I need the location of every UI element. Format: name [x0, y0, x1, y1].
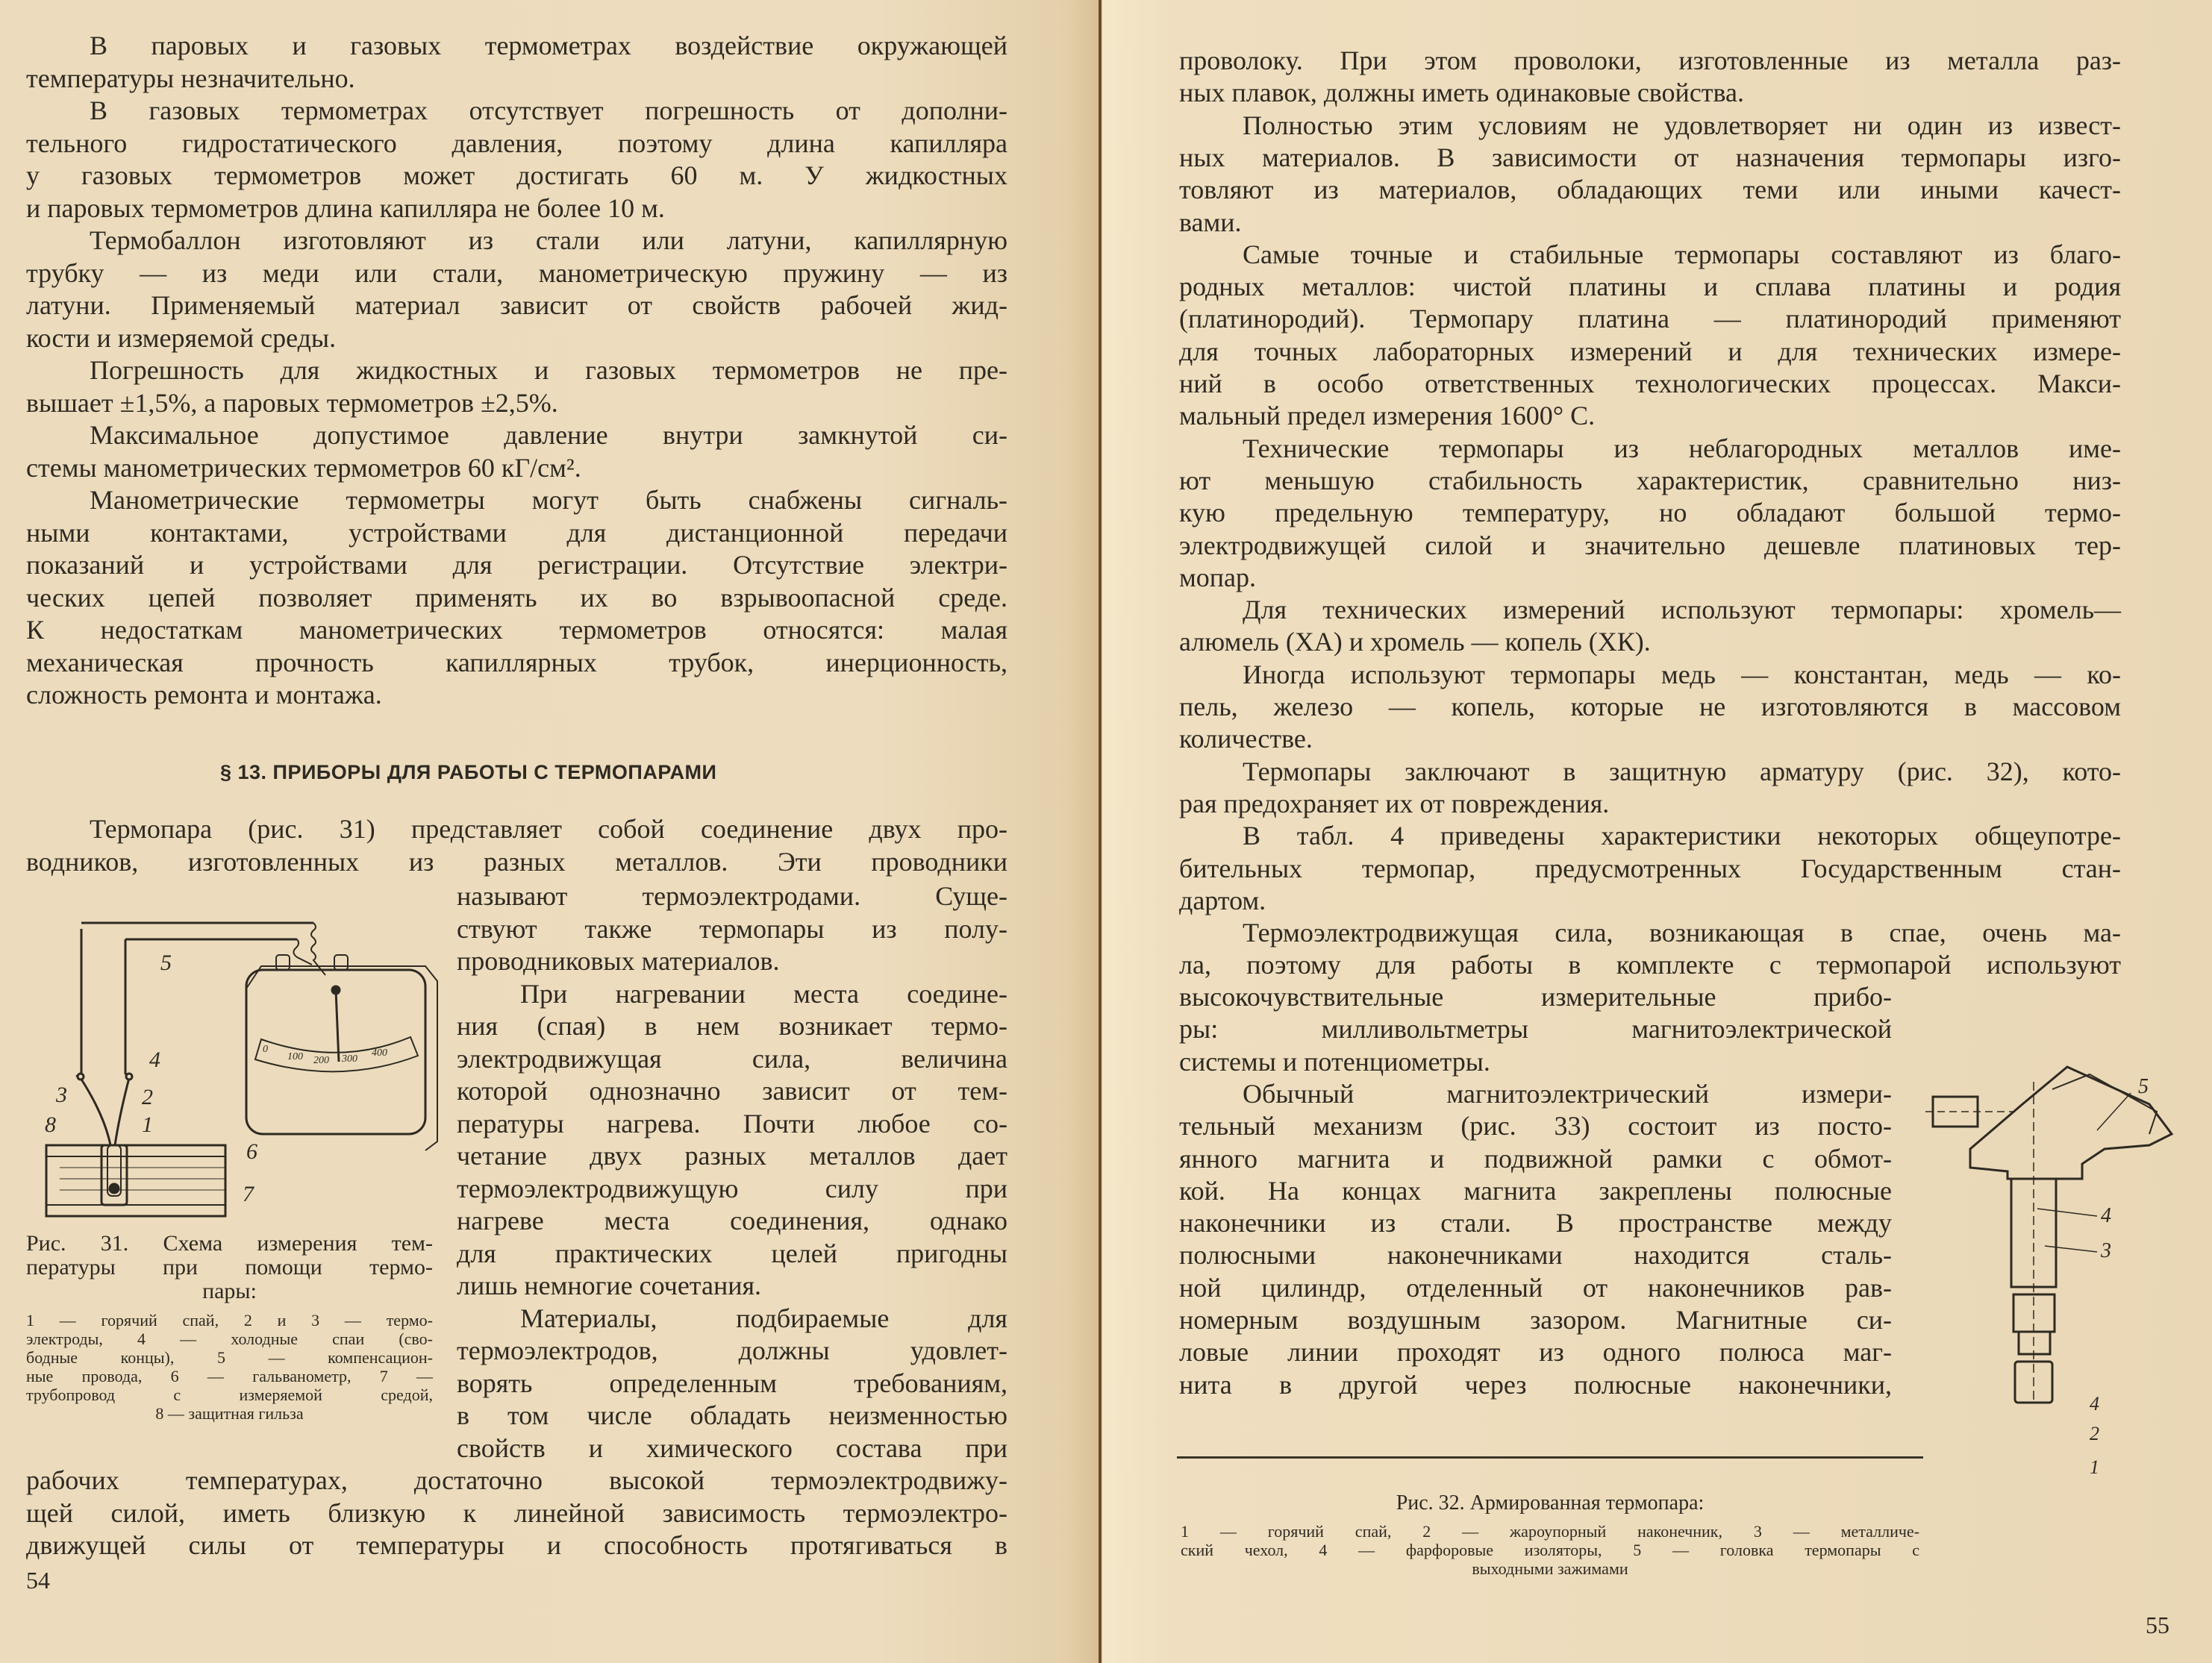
text-line: показаний и устройствами для регистрации. Отсутствие электри- [26, 550, 1007, 580]
text-line: кой. На концах магнита закреплены полюсные [1179, 1175, 1892, 1206]
text-line: ных плавок, должны иметь одинаковые свойства. [1179, 78, 1745, 108]
text-line: количестве. [1179, 724, 1313, 754]
book-spine [1099, 0, 1102, 1663]
figure-32-legend-line: 1 — горячий спай, 2 — жароупорный наконечник, 3 — металличе- [1181, 1522, 1919, 1541]
text-line: и паровых термометров длина капилляра не более 10 м. [26, 192, 665, 223]
fig32-label-3: 3 [2101, 1239, 2111, 1262]
fig31-label-3: 3 [56, 1083, 67, 1107]
figure-31-legend-line: 8 — защитная гильза [155, 1404, 304, 1423]
text-line: проводниковых материалов. [457, 946, 780, 976]
text-line: в том числе обладать неизменностью [457, 1400, 1007, 1430]
text-line: К недостаткам манометрических термометров относятся: малая [26, 615, 1007, 645]
text-line: для точных лабораторных измерений и для технических измере- [1179, 336, 2121, 366]
thermoelectrode-3 [81, 1078, 110, 1145]
figure-31-caption-title-line: пературы при помощи термо- [26, 1255, 433, 1280]
scale-tick-100: 100 [287, 1051, 303, 1062]
galvanometer-needle [336, 990, 339, 1062]
text-line: наконечники из стали. В пространстве между [1179, 1208, 1892, 1238]
text-line: лишь немногие сочетания. [457, 1271, 762, 1300]
text-line: ния (спая) в нем возникает термо- [457, 1011, 1007, 1041]
text-line: щей силой, иметь близкую к линейной зависимость термоэлектро- [26, 1497, 1007, 1528]
text-line: электродвижущей силой и значительно дешевле платиновых тер- [1179, 530, 2121, 560]
text-line: Материалы, подбираемые для [520, 1303, 1007, 1333]
figure-32-caption-title: Рис. 32. Армированная термопара: [1396, 1491, 1705, 1515]
caption-separator-rule [1177, 1456, 1923, 1459]
scale-tick-400: 400 [372, 1047, 387, 1059]
text-line: товляют из материалов, обладающих теми или иными качест- [1179, 175, 2121, 205]
text-line: ными контактами, устройствами для дистанционной передачи [26, 517, 1007, 548]
page-number-right: 55 [2146, 1612, 2169, 1638]
text-line: нагреве места соединения, однако [457, 1206, 1007, 1235]
text-line: рая предохраняет их от повреждения. [1179, 788, 1610, 818]
text-line: полюсными наконечниками находится сталь- [1179, 1240, 1892, 1271]
fig31-label-5: 5 [160, 950, 172, 975]
scale-tick-300: 300 [342, 1053, 357, 1065]
figure-31-legend-line: ные провода, 6 — гальванометр, 7 — [26, 1367, 433, 1385]
text-line: водников, изготовленных из разных металлов. Эти проводники [26, 846, 1007, 877]
text-line: дартом. [1179, 885, 1266, 915]
text-line: При нагревании места соедине- [520, 978, 1007, 1009]
figure-31-thermocouple-diagram [30, 906, 448, 1220]
figure-31-caption-title-line: Рис. 31. Схема измерения тем- [26, 1231, 433, 1256]
text-line: пературы нагрева. Почти любое со- [457, 1108, 1007, 1139]
text-line: нита в другой через полюсные наконечники, [1179, 1369, 1892, 1400]
text-line: ла, поэтому для работы в комплекте с термопарой используют [1179, 950, 2121, 980]
fig32-label-2: 2 [2090, 1423, 2099, 1444]
text-line: высокочувствительные измерительные прибо- [1179, 982, 1892, 1012]
text-line: сложность ремонта и монтажа. [26, 680, 382, 710]
section-heading: § 13. ПРИБОРЫ ДЛЯ РАБОТЫ С ТЕРМОПАРАМИ [220, 761, 717, 783]
figure-32-legend-line: ский чехол, 4 — фарфоровые изоляторы, 5 — головка термопары с [1181, 1541, 1919, 1559]
text-line: (платинородий). Термопару платина — платинородий применяют [1179, 304, 2121, 334]
fig32-label-5: 5 [2138, 1075, 2149, 1098]
coil-wire-2 [293, 939, 312, 965]
text-line: В газовых термометрах отсутствует погрешность от дополни- [90, 95, 1007, 125]
text-line: В табл. 4 приведены характеристики некоторых общеупотре- [1243, 821, 2121, 851]
compensation-wire-outer [76, 929, 81, 1077]
fig32-label-4-lower: 4 [2090, 1393, 2099, 1415]
text-line: мальный предел измерения 1600° С. [1179, 401, 1596, 431]
text-line: системы и потенциометры. [1179, 1046, 1490, 1077]
text-line: ют меньшую стабильность характеристик, сравнительно низ- [1179, 465, 2121, 495]
text-line: ний в особо ответственных технологических процессах. Макси- [1179, 369, 2121, 398]
text-line: тельный механизм (рис. 33) состоит из посто- [1179, 1111, 1892, 1141]
text-line: Термобаллон изготовляют из стали или латуни, капиллярную [90, 225, 1007, 255]
text-line: ловые линии проходят из одного полюса маг- [1179, 1337, 1892, 1368]
fig31-label-4: 4 [149, 1047, 160, 1072]
fig31-label-7: 7 [243, 1182, 254, 1206]
text-line: Термопары заключают в защитную арматуру (рис. 32), кото- [1243, 756, 2121, 786]
text-line: Технические термопары из неблагородных металлов име- [1243, 433, 2121, 463]
text-line: пель, железо — копель, которые не изготовляются в массовом [1179, 692, 2121, 721]
fig32-label-1: 1 [2090, 1456, 2099, 1478]
text-line: мопар. [1179, 562, 1257, 592]
scale-tick-200: 200 [313, 1055, 329, 1066]
text-line: Иногда используют термопары медь — константан, медь — ко- [1243, 659, 2121, 689]
figure-31-legend-line: электроды, 4 — холодные спаи (сво- [26, 1330, 433, 1348]
text-line: движущей силы от температуры и способность протягиваться в [26, 1530, 1007, 1560]
figure-31-legend-line: 1 — горячий спай, 2 и 3 — термо- [26, 1311, 433, 1330]
fig31-label-8: 8 [45, 1112, 56, 1137]
text-line: Термоэлектродвижущая сила, возникающая в спае, очень ма- [1243, 918, 2121, 948]
text-line: Обычный магнитоэлектрический измери- [1243, 1078, 1892, 1109]
text-line: термоэлектродов, должны удовлет- [457, 1335, 1007, 1365]
text-line: родных металлов: чистой платины и сплава платины и родия [1179, 272, 2121, 302]
text-line: ной цилиндр, отделенный от наконечников рав- [1179, 1272, 1892, 1303]
fig31-label-6: 6 [246, 1139, 257, 1164]
text-line: В паровых и газовых термометрах воздействие окружающей [90, 31, 1007, 60]
text-line: ных материалов. В зависимости от назначения термопары изго- [1179, 142, 2121, 172]
text-line: Для технических измерений используют термопары: хромель— [1243, 595, 2121, 625]
text-line: трубку — из меди или стали, манометрическую пружину — из [26, 257, 1007, 288]
fig31-label-2: 2 [142, 1085, 153, 1109]
fig32-label-4-upper: 4 [2101, 1204, 2111, 1227]
text-line: механическая прочность капиллярных трубок, инерционность, [26, 647, 1007, 677]
figure-31-legend-line: бодные концы), 5 — компенсацион- [26, 1348, 433, 1367]
text-line: Самые точные и стабильные термопары составляют из благо- [1243, 239, 2121, 269]
text-line: у газовых термометров может достигать 60 м. У жидкостных [26, 160, 1007, 190]
text-line: рабочих температурах, достаточно высокой термоэлектродвижу- [26, 1465, 1007, 1495]
text-line: свойств и химического состава при [457, 1432, 1007, 1463]
text-line: термоэлектродвижущую силу при [457, 1173, 1007, 1203]
text-line: бительных термопар, предусмотренных Государственным стан- [1179, 853, 2121, 883]
text-line: которой однозначно зависит от тем- [457, 1076, 1007, 1106]
scale-tick-0: 0 [263, 1044, 268, 1055]
text-line: проволоку. При этом проволоки, изготовленные из металла раз- [1179, 46, 2121, 75]
text-line: для практических целей пригодны [457, 1238, 1007, 1268]
text-line: четание двух разных металлов дает [457, 1141, 1007, 1171]
figure-32-armored-thermocouple [1925, 1059, 2209, 1403]
page-number-left: 54 [26, 1567, 50, 1594]
text-line: ческих цепей позволяет применять их во взрывоопасной среде. [26, 582, 1007, 613]
text-line: стемы манометрических термометров 60 кГ/см². [26, 452, 581, 483]
text-line: кую предельную температуру, но обладают большой термо- [1179, 498, 2121, 528]
text-line: Манометрические термометры могут быть снабжены сигналь- [90, 485, 1007, 515]
compensation-wire-inner [125, 939, 129, 1077]
text-line: Термопара (рис. 31) представляет собой соединение двух про- [90, 814, 1007, 844]
text-line: температуры незначительно. [26, 63, 355, 93]
text-line: алюмель (ХА) и хромель — копель (ХК). [1179, 627, 1651, 657]
text-line: электродвижущая сила, величина [457, 1043, 1007, 1074]
figure-31-legend-line: трубопровод с измеряемой средой, [26, 1385, 433, 1404]
text-line: Полностью этим условиям не удовлетворяет ни один из извест- [1243, 110, 2121, 140]
text-line: тельного гидростатического давления, поэтому длина капилляра [26, 128, 1007, 158]
text-line: ворять определенным требованиям, [457, 1368, 1007, 1398]
text-line: вами. [1179, 207, 1242, 237]
figure-32-legend-line: выходными зажимами [1472, 1559, 1628, 1578]
text-line: Максимальное допустимое давление внутри замкнутой си- [90, 420, 1007, 450]
text-line: вышает ±1,5%, а паровых термометров ±2,5%. [26, 387, 558, 418]
fig31-label-1: 1 [142, 1112, 153, 1137]
text-line: номерным воздушным зазором. Магнитные си- [1179, 1305, 1892, 1335]
text-line: латуни. Применяемый материал зависит от свойств рабочей жид- [26, 290, 1007, 320]
text-line: ры: милливольтметры магнитоэлектрической [1179, 1014, 1892, 1045]
coil-wire-1 [311, 923, 325, 975]
text-line: называют термоэлектродами. Суще- [457, 881, 1007, 911]
text-line: ствуют также термопары из полу- [457, 913, 1007, 944]
figure-31-caption-title-line: пары: [202, 1279, 257, 1303]
galvanometer-scale [255, 1037, 418, 1071]
text-line: кости и измеряемой среды. [26, 322, 337, 353]
text-line: Погрешность для жидкостных и газовых термометров не пре- [90, 355, 1007, 385]
figure-32-tip-labels [2082, 1395, 2127, 1507]
thermoelectrode-2 [115, 1078, 129, 1145]
text-line: янного магнита и подвижной рамки с обмот- [1179, 1143, 1892, 1174]
